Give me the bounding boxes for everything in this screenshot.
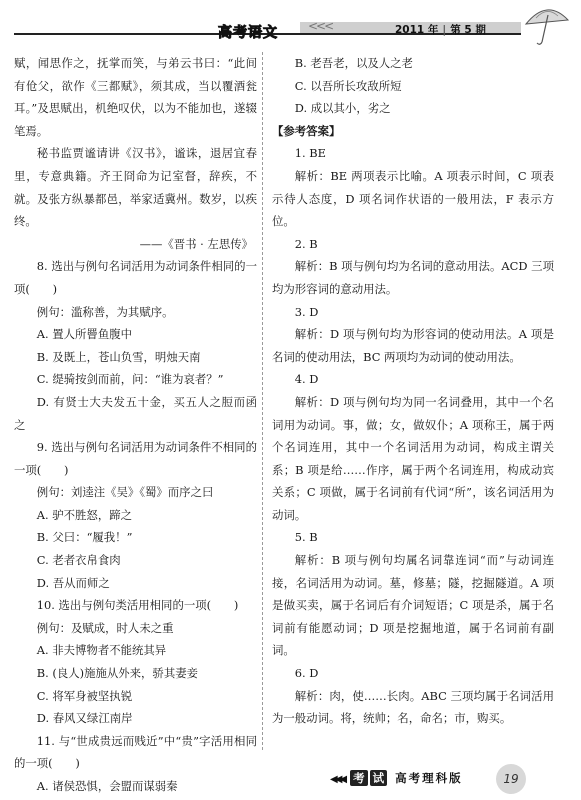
question-stem: 11. 与“世成贵远而贱近”中“贵”字活用相同的一项( ) <box>14 733 257 771</box>
answer-key: 6. D <box>294 666 319 681</box>
page-footer <box>0 764 581 800</box>
answer-explanation: 解析：BE 两项表示比喻。A 项表示时间，C 项表示待人态度，D 项名词作状语的一般用法，F 表示方位。 <box>272 168 554 229</box>
question-example: 例句：及赋成，时人未之重 <box>36 620 174 635</box>
answer-explanation: 解析：肉，使……长肉。ABC 三项均属于名词活用为一般动词。将，统帅；名，命名；市，购买。 <box>272 688 554 726</box>
answer-key: 4. D <box>294 372 319 387</box>
answers-heading: 【参考答案】 <box>272 123 341 138</box>
answer-explanation: 解析：D 项与例句均为同一名词叠用，其中一个名词用为动词。事，做；女，做奴仆；A 项称王，属于两个名词连用，其中一个名词活用为动词，构成主谓关系；B 项是给……作序，属于两个名词连用，构成动宾关系；C 项做，属于名词前有代词“所”，该名词活用为动词。 <box>272 394 554 522</box>
issue-number: 第 5 期 <box>450 24 486 36</box>
answer-explanation: 解析：D 项与例句均为形容词的使动用法。A 项是名词的使动用法，BC 两项均为动词的使动用法。 <box>272 327 554 364</box>
question-option: D. 吾从而师之 <box>36 575 110 590</box>
question-example: 例句：刘逵注《吴》《蜀》而序之曰 <box>36 485 214 500</box>
answer-explanation: 解析：B 项与例句均属名词靠连词“而”与动词连接，名词活用为动词。墓，修墓；隧，挖掘隧道。A 项是做买卖，属于名词后有介词短语；C 项是杀，属于名词前有能愿动词；D 项是挖掘地道，属于名词前有副词。 <box>272 553 554 658</box>
question-stem: 8. 选出与例句名词活用为动词条件相同的一项( ) <box>14 259 257 296</box>
question-option: C. 以吾所长攻敌所短 <box>294 78 402 93</box>
answer-key: 3. D <box>294 304 319 319</box>
passage-paragraph: 秘书监贾谧请讲《汉书》，谧诛，退居宜春里，专意典籍。齐王冏命为记室督，辞疾，不就。及张方纵暴都邑，举家适冀州。数岁，以疾终。 <box>14 146 257 229</box>
question-stem: 10. 选出与例句类活用相同的一项( ) <box>36 598 239 613</box>
passage-paragraph: 赋，闻思作之，抚掌而笑，与弟云书曰：“此间有伧父，欲作《三都赋》，须其成，当以覆酒瓮耳。”及思赋出，机绝叹伏，以为不能加也，遂辍笔焉。 <box>14 56 257 138</box>
column-divider <box>262 52 263 750</box>
question-option: A. 置人所罾鱼腹中 <box>36 327 132 342</box>
answer-key: 2. B <box>294 236 318 251</box>
question-option: D. 有贤士大夫发五十金，买五人之脰而函之 <box>14 394 257 432</box>
chevron-icon: <<< <box>308 19 333 33</box>
answer-key: 5. B <box>294 530 318 545</box>
question-option: A. 驴不胜怒，蹄之 <box>36 507 132 522</box>
question-option: B. 及既上，苍山负雪，明烛天南 <box>36 349 201 364</box>
answer-key: 1. BE <box>294 146 326 161</box>
question-example: 例句：滥称善，为其赋序。 <box>36 304 174 319</box>
footer-edition <box>330 770 463 786</box>
issue-year: 2011 年 <box>395 24 439 36</box>
passage-source: ——《晋书 · 左思传》 <box>139 236 253 251</box>
question-option: B. 父曰：“履我！” <box>36 530 133 545</box>
question-option: D. 成以其小，劣之 <box>294 101 391 116</box>
question-option: A. 非夫博物者不能统其异 <box>36 643 167 658</box>
footer-edition-label: 高考理科版 <box>395 771 463 785</box>
question-stem: 9. 选出与例句名词活用为动词条件不相同的一项( ) <box>14 440 257 477</box>
question-option: C. 缇骑按剑而前，问：“谁为哀者？” <box>36 372 224 387</box>
question-option: C. 老者衣帛食肉 <box>36 553 121 568</box>
question-option: D. 春风又绿江南岸 <box>36 711 133 726</box>
answer-explanation: 解析：B 项与例句均为名词的意动用法。ACD 三项均为形容词的意动用法。 <box>272 259 554 296</box>
question-option: C. 将军身被坚执锐 <box>36 688 133 703</box>
right-column <box>272 52 554 730</box>
left-column <box>14 52 257 798</box>
page-number: 19 <box>496 764 526 794</box>
issue-info: 2011 年 | 第 5 期 <box>395 24 486 36</box>
arrow-left-icon: ◀◀◀ <box>330 774 345 785</box>
magazine-title: 高考语文 <box>218 25 278 41</box>
question-option: B. (良人)施施从外来，骄其妻妾 <box>36 666 198 681</box>
footer-kao: 考 <box>350 770 368 786</box>
question-option: A. 诸侯恐惧，会盟而谋弱秦 <box>36 779 178 793</box>
page-header <box>0 0 581 44</box>
footer-shi: 试 <box>370 770 388 786</box>
question-option: B. 老吾老，以及人之老 <box>294 56 413 70</box>
umbrella-icon <box>522 2 572 46</box>
